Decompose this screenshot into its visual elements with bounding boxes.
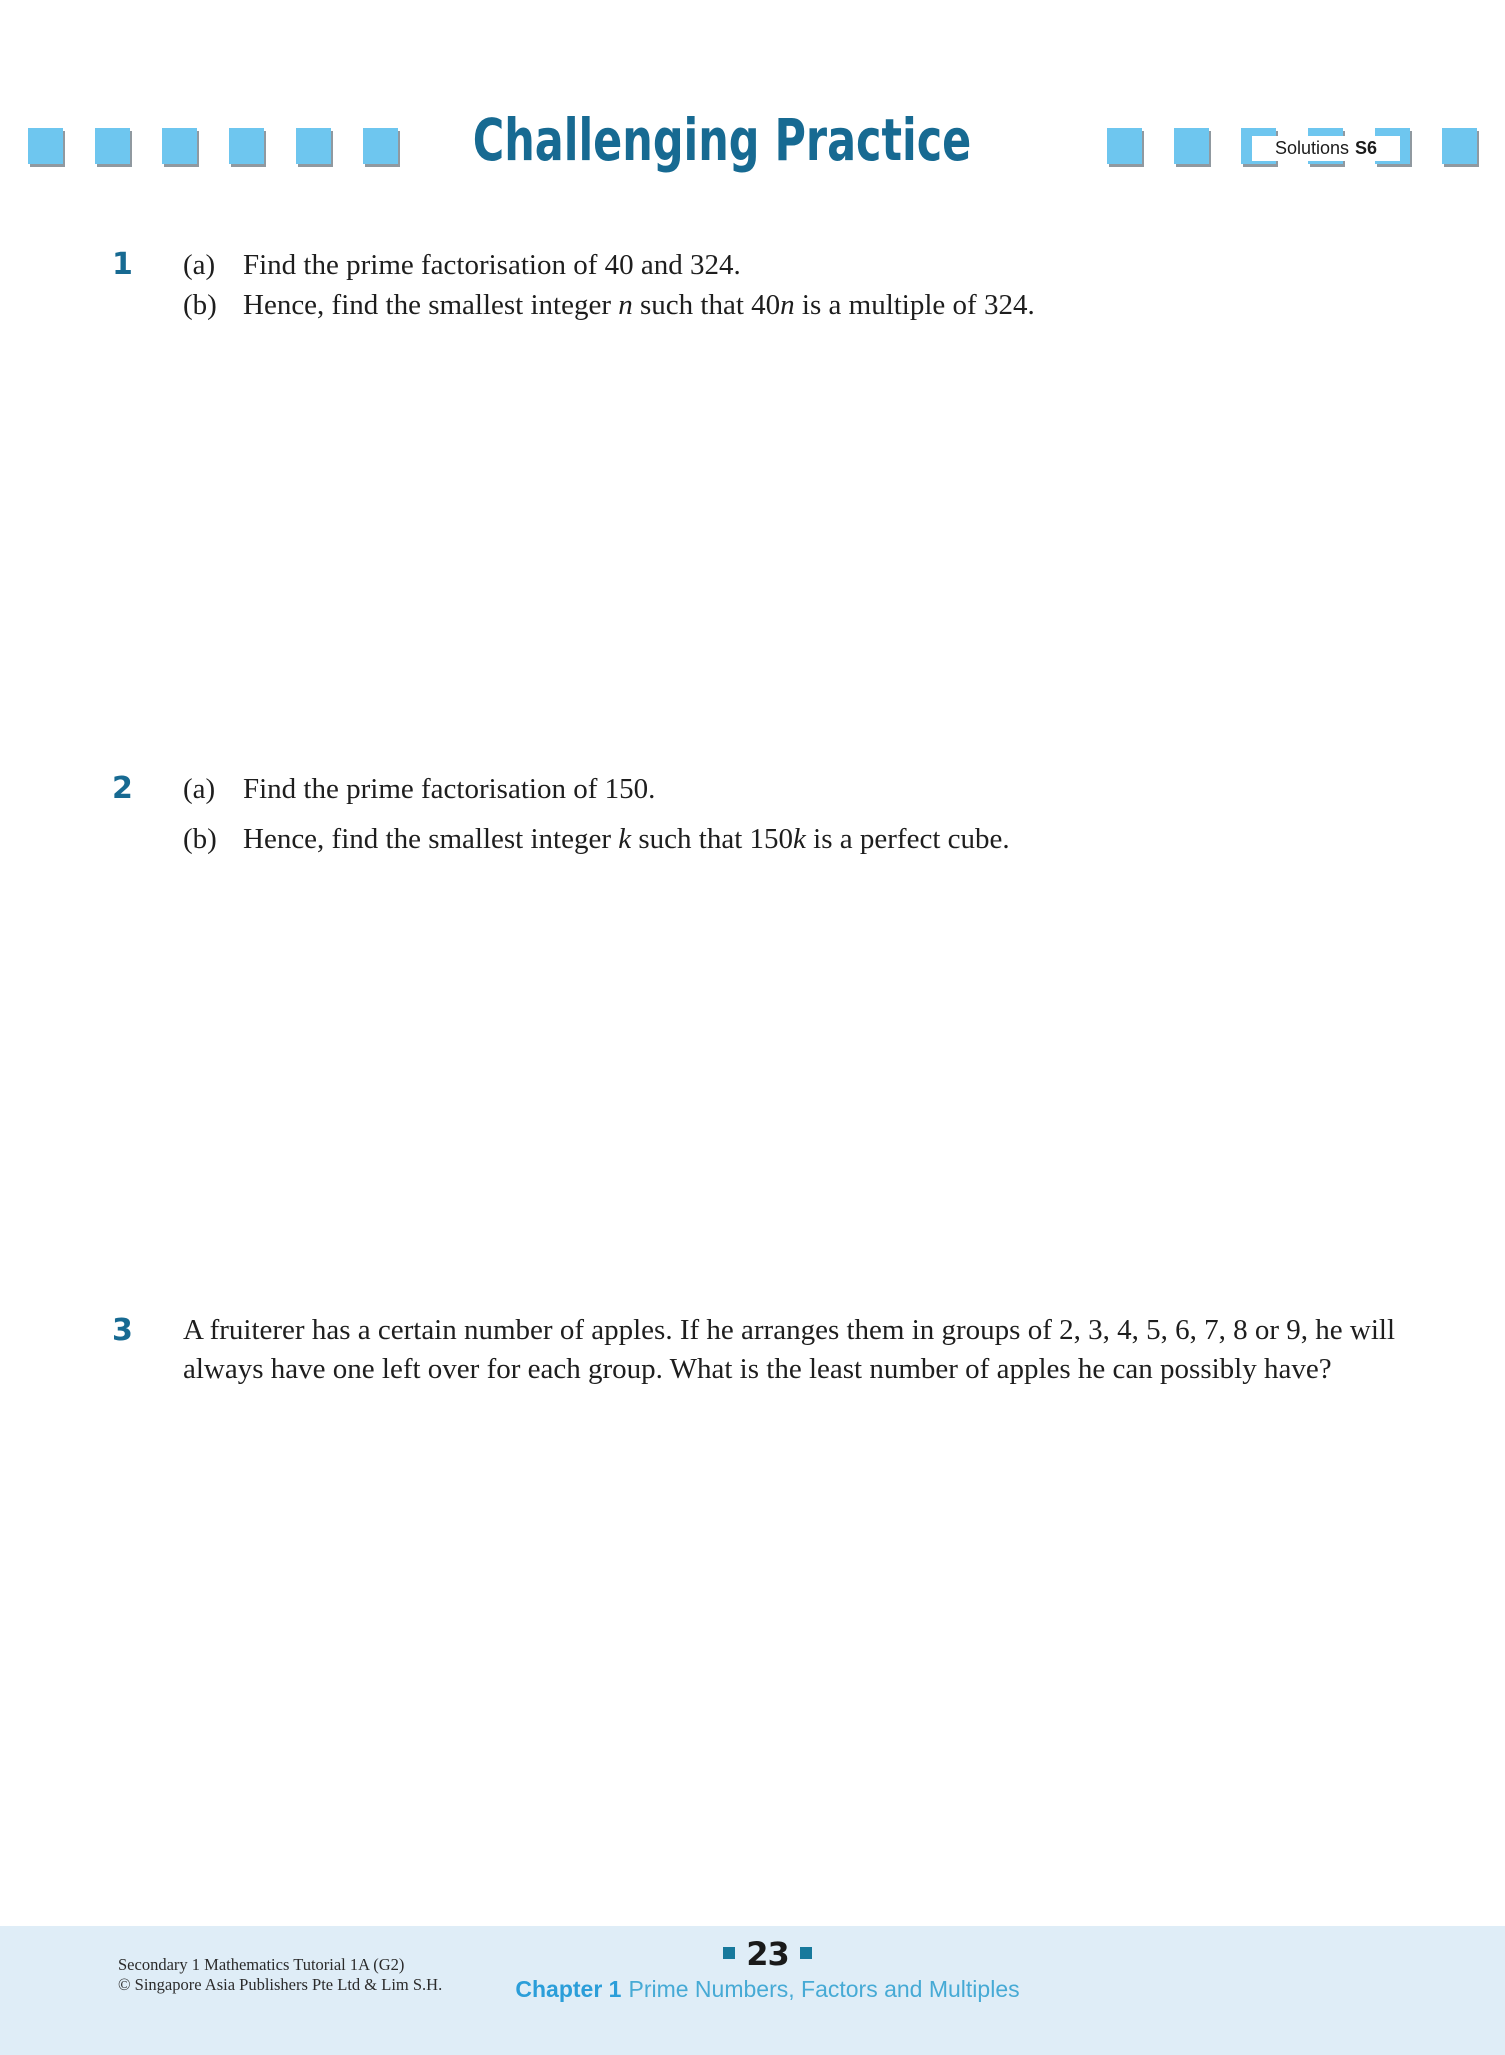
question-1-part-a — [183, 245, 741, 285]
decor-square — [28, 128, 63, 164]
solutions-reference — [1252, 136, 1400, 161]
part-label: (b) — [183, 823, 217, 855]
page-number-square-icon — [800, 1947, 812, 1959]
part-text: Find the prime factorisation of 40 and 324. — [243, 249, 741, 281]
part-text: Hence, find the smallest integer n such that 40n is a multiple of 324. — [243, 289, 1035, 321]
solutions-label: Solutions — [1274, 138, 1350, 158]
question-number: 2 — [112, 771, 133, 806]
part-label: (a) — [183, 773, 216, 805]
decor-square — [363, 128, 398, 164]
chapter-label: Chapter 1 — [515, 1976, 622, 2002]
part-text: Find the prime factorisation of 150. — [243, 773, 656, 805]
question-1-part-b — [183, 285, 1035, 325]
imprint-line-2: © Singapore Asia Publishers Pte Ltd & Lim S.H. — [118, 1974, 443, 1994]
page-number-row — [30, 1935, 1505, 1973]
page-title: Challenging Practice — [472, 106, 972, 174]
part-label: (a) — [183, 249, 216, 281]
question-number: 3 — [112, 1313, 133, 1348]
footer — [0, 1926, 1505, 2055]
header-squares-left — [28, 128, 398, 164]
part-label: (b) — [183, 289, 217, 321]
imprint-line-1: Secondary 1 Mathematics Tutorial 1A (G2) — [118, 1955, 405, 1974]
solutions-code: S6 — [1355, 138, 1378, 158]
decor-square — [1174, 128, 1209, 164]
part-text: Hence, find the smallest integer k such that 150k is a perfect cube. — [243, 823, 1010, 855]
question-2-part-b — [183, 819, 1010, 859]
question-text: A fruiterer has a certain number of apples. If he arranges them in groups of 2, 3, 4, 5, 6, 7, 8 or 9, he will always have one left over for each group. What is the least number of apples he can possibly have? — [183, 1314, 1396, 1385]
decor-square — [95, 128, 130, 164]
chapter-title: Prime Numbers, Factors and Multiples — [628, 1976, 1020, 2002]
decor-square — [1442, 128, 1477, 164]
decor-square — [162, 128, 197, 164]
decor-square — [1107, 128, 1142, 164]
page-number: 23 — [746, 1935, 789, 1973]
question-2-part-a — [183, 769, 655, 809]
question-number: 1 — [112, 247, 133, 282]
chapter-line — [30, 1976, 1505, 2003]
page-number-square-icon — [723, 1947, 735, 1959]
decor-square — [296, 128, 331, 164]
decor-square — [229, 128, 264, 164]
